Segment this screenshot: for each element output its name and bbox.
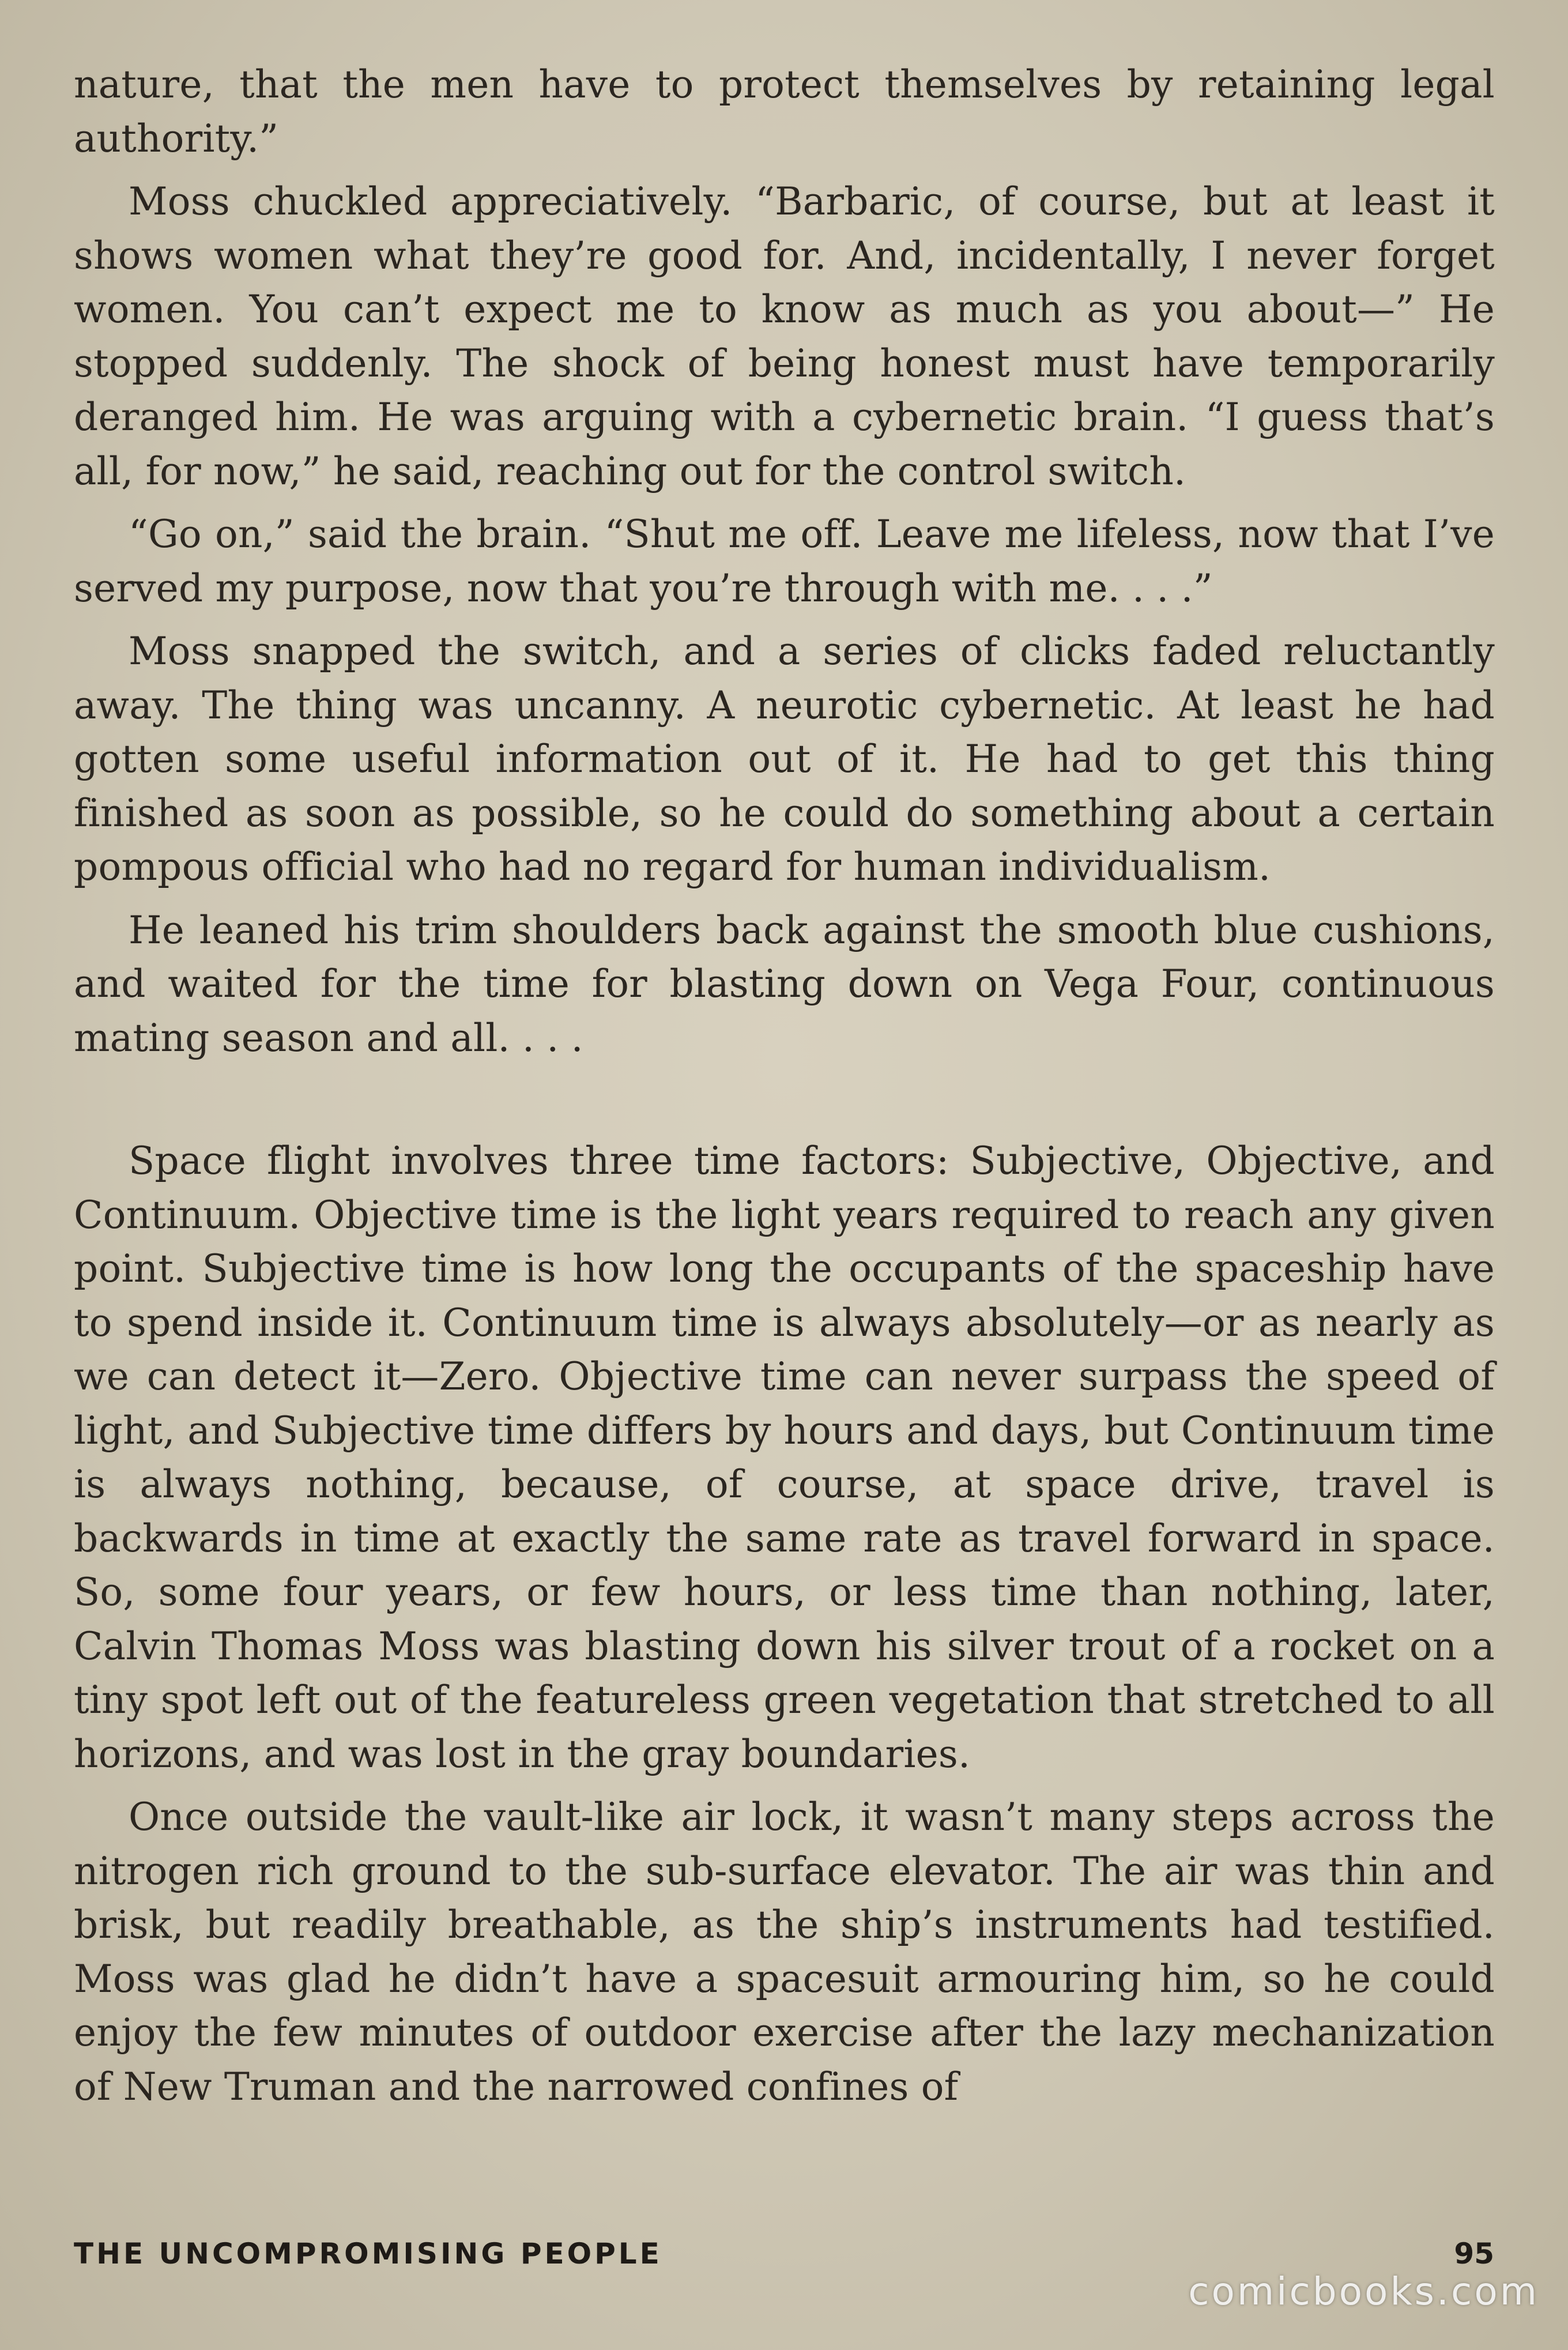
paragraph: Moss snapped the switch, and a series of clicks faded reluctantly away. The thing was uncanny. A neurotic cybernetic. At least he had gotten some useful information out of it. He had to get this thing finished as soon as possible, so he could do something about a certain pompous official who had no regard for human individualism. — [74, 629, 1495, 889]
running-footer-title: THE UNCOMPROMISING PEOPLE — [74, 2237, 662, 2270]
paragraph: “Go on,” said the brain. “Shut me off. Leave me lifeless, now that I’ve served my purpose, now that you’re through with me. . . .” — [74, 512, 1495, 611]
paragraph-continuation: nature, that the men have to protect themselves by retaining legal authority.” — [74, 62, 1495, 161]
page-number: 95 — [1454, 2237, 1494, 2270]
body-text — [74, 58, 1495, 2123]
paragraph: He leaned his trim shoulders back against the smooth blue cushions, and waited for the time for blasting down on Vega Four, continuous mating season and all. . . . — [74, 907, 1495, 1060]
paragraph: Moss chuckled appreciatively. “Barbaric, of course, but at least it shows women what they’re good for. And, incidentally, I never forget women. You can’t expect me to know as much as you about—” He stopped suddenly. The shock of being honest must have temporarily deranged him. He was arguing with a cybernetic brain. “I guess that’s all, for now,” he said, reaching out for the control switch. — [74, 179, 1495, 494]
paragraph-section-start: Space flight involves three time factors: Subjective, Objective, and Continuum. Objective time is the light years required to reach any given point. Subjective time is how long the occupants of the spaceship have to spend inside it. Continuum time is always absolutely—or as nearly as we can detect it—Zero. Objective time can never surpass the speed of light, and Subjective time differs by hours and days, but Continuum time is always nothing, because, of course, at space drive, travel is backwards in time at exactly the same rate as travel forward in space. So, some four years, or few hours, or less time than nothing, later, Calvin Thomas Moss was blasting down his silver trout of a rocket on a tiny spot left out of the featureless green vegetation that stretched to all horizons, and was lost in the gray boundaries. — [74, 1139, 1495, 1776]
site-watermark: comicbooks.com — [1188, 2269, 1539, 2314]
paragraph: Once outside the vault-like air lock, it wasn’t many steps across the nitrogen rich ground to the sub-surface elevator. The air was thin and brisk, but readily breathable, as the ship’s instruments had testified. Moss was glad he didn’t have a spacesuit armouring him, so he could enjoy the few minutes of outdoor exercise after the lazy mechanization of New Truman and the narrowed confines of — [74, 1795, 1495, 2109]
